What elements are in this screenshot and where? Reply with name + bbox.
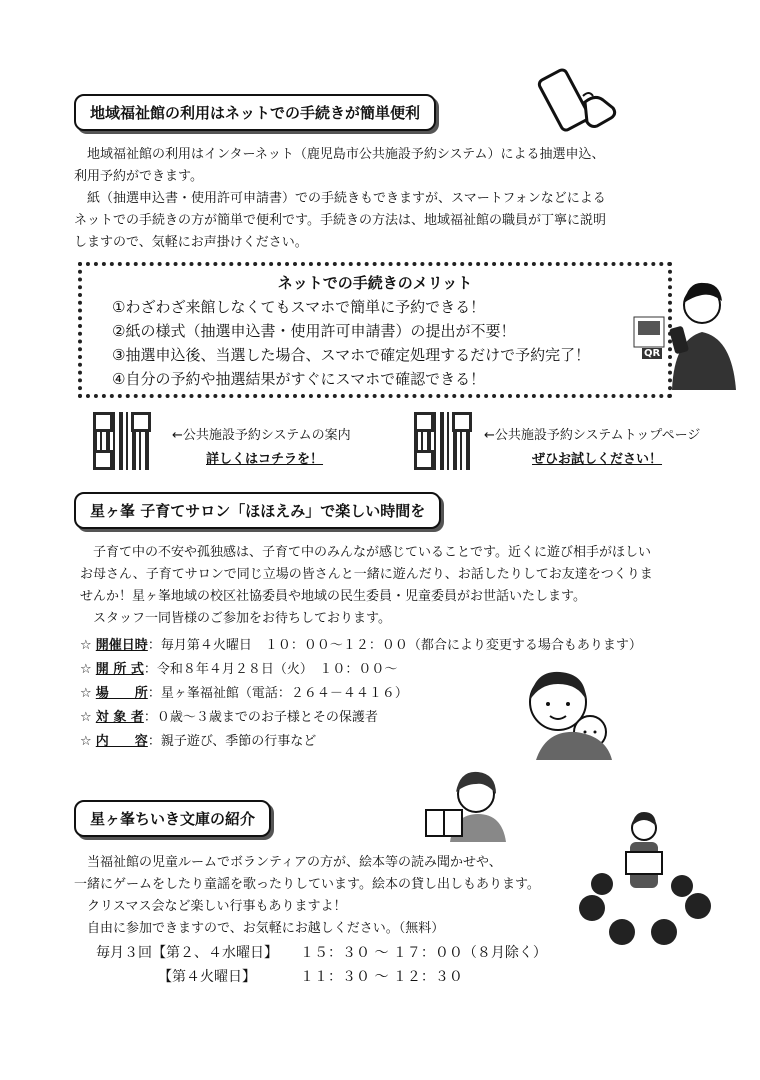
mother-child-illustration [516, 670, 616, 760]
paragraph-line: 自由に参加できますので、お気軽にお越しください。（無料） [74, 921, 445, 936]
star-icon: ☆ [80, 734, 92, 749]
paragraph-line: 紙（抽選申込書・使用許可申請書）での手続きもできますが、スマートフォンなどによる [74, 191, 606, 206]
star-icon: ☆ [80, 686, 92, 701]
paragraph-line: せんか！星ヶ峯地域の校区社協委員や地域の民生委員・児童委員がお世話いたします。 [80, 589, 586, 604]
paragraph-line: お母さん、子育てサロンで同じ立場の皆さんと一緒に遊んだり、お話したりしてお友達をつくりま [80, 567, 653, 582]
info-label: 開 所 式 [95, 662, 144, 677]
star-icon: ☆ [80, 638, 92, 653]
reading-woman-illustration [420, 770, 520, 842]
qr-code-top-page[interactable] [414, 412, 472, 470]
qr-code-guide[interactable] [93, 412, 151, 470]
qr-guide-link[interactable]: 詳しくはコチラを！ [206, 452, 324, 467]
qr-top-text: ←公共施設予約システムトップページ [484, 428, 701, 443]
schedule-label: 【第４火曜日】 [158, 969, 256, 985]
merits-title: ネットでの手続きのメリット [277, 274, 473, 292]
info-row-content [80, 730, 316, 749]
paragraph-line: 子育て中の不安や孤独感は、子育て中のみんなが感じていることです。近くに遊び相手がほしい [80, 545, 651, 560]
info-row-date [80, 634, 642, 653]
merit-item: ①わざわざ来館しなくてもスマホで簡単に予約できる！ [112, 298, 486, 316]
paragraph-line: しますので、気軽にお声掛けください。 [74, 235, 308, 250]
paragraph-line: スタッフ一同皆様のご参加をお待ちしております。 [80, 611, 391, 626]
merit-item: ②紙の様式（抽選申込書・使用許可申請書）の提出が不要！ [112, 322, 516, 340]
info-label: 対 象 者 [95, 710, 144, 725]
info-value: ：毎月第４火曜日 １０：００～１２：００（都合により変更する場合もあります） [147, 638, 642, 653]
paragraph-line: 地域福祉館の利用はインターネット（鹿児島市公共施設予約システム）による抽選申込、 [74, 147, 605, 162]
merit-item: ④自分の予約や抽選結果がすぐにスマホで確認できる！ [112, 370, 486, 388]
merit-item: ③抽選申込後、当選した場合、スマホで確定処理するだけで予約完了！ [112, 346, 591, 364]
section2-heading: 星ヶ峯 子育てサロン「ほほえみ」で楽しい時間を [74, 492, 441, 529]
qr-guide-text: ←公共施設予約システムの案内 [172, 428, 351, 443]
info-label: 場 所 [95, 686, 148, 701]
paragraph-line: ネットでの手続きの方が簡単で便利です。手続きの方法は、地域福祉館の職員が丁寧に説明 [74, 213, 606, 228]
smartphone-icon [535, 62, 625, 134]
paragraph-line: 当福祉館の児童ルームでボランティアの方が、絵本等の読み聞かせや、 [74, 855, 502, 870]
schedule-time: １５：３０ ～ １７：００（８月除く） [300, 945, 547, 961]
info-row-place [80, 682, 408, 701]
star-icon: ☆ [80, 710, 92, 725]
info-value: ：令和８年４月２８日（火） １０：００～ [143, 662, 398, 677]
paragraph-line: クリスマス会など楽しい行事もありますよ！ [74, 899, 347, 914]
paragraph-line: 利用予約ができます。 [74, 169, 203, 184]
qr-top-link[interactable]: ぜひお試しください！ [532, 452, 663, 467]
storytelling-children-illustration [572, 808, 722, 958]
star-icon: ☆ [80, 662, 92, 677]
qr-label: QR [644, 348, 661, 359]
info-value: ：親子遊び、季節の行事など [147, 734, 317, 749]
person-with-phone-illustration [632, 275, 742, 390]
paragraph-line: 一緒にゲームをしたり童謡を歌ったりしています。絵本の貸し出しもあります。 [74, 877, 540, 892]
section1-heading: 地域福祉館の利用はネットでの手続きが簡単便利 [74, 94, 436, 131]
merits-box [78, 262, 672, 398]
section3-heading: 星ヶ峯ちいき文庫の紹介 [74, 800, 271, 837]
schedule-label: 毎月３回【第２、４水曜日】 [96, 945, 278, 961]
schedule-time: １１：３０ ～ １２：３０ [300, 969, 463, 985]
info-value: ：０歳～３歳までのお子様とその保護者 [143, 710, 378, 725]
info-label: 開催日時 [95, 638, 148, 653]
info-row-opening [80, 658, 397, 677]
info-label: 内 容 [95, 734, 148, 749]
info-value: ：星ヶ峯福祉館（電話：２６４－４４１６） [147, 686, 408, 701]
info-row-target [80, 706, 378, 725]
